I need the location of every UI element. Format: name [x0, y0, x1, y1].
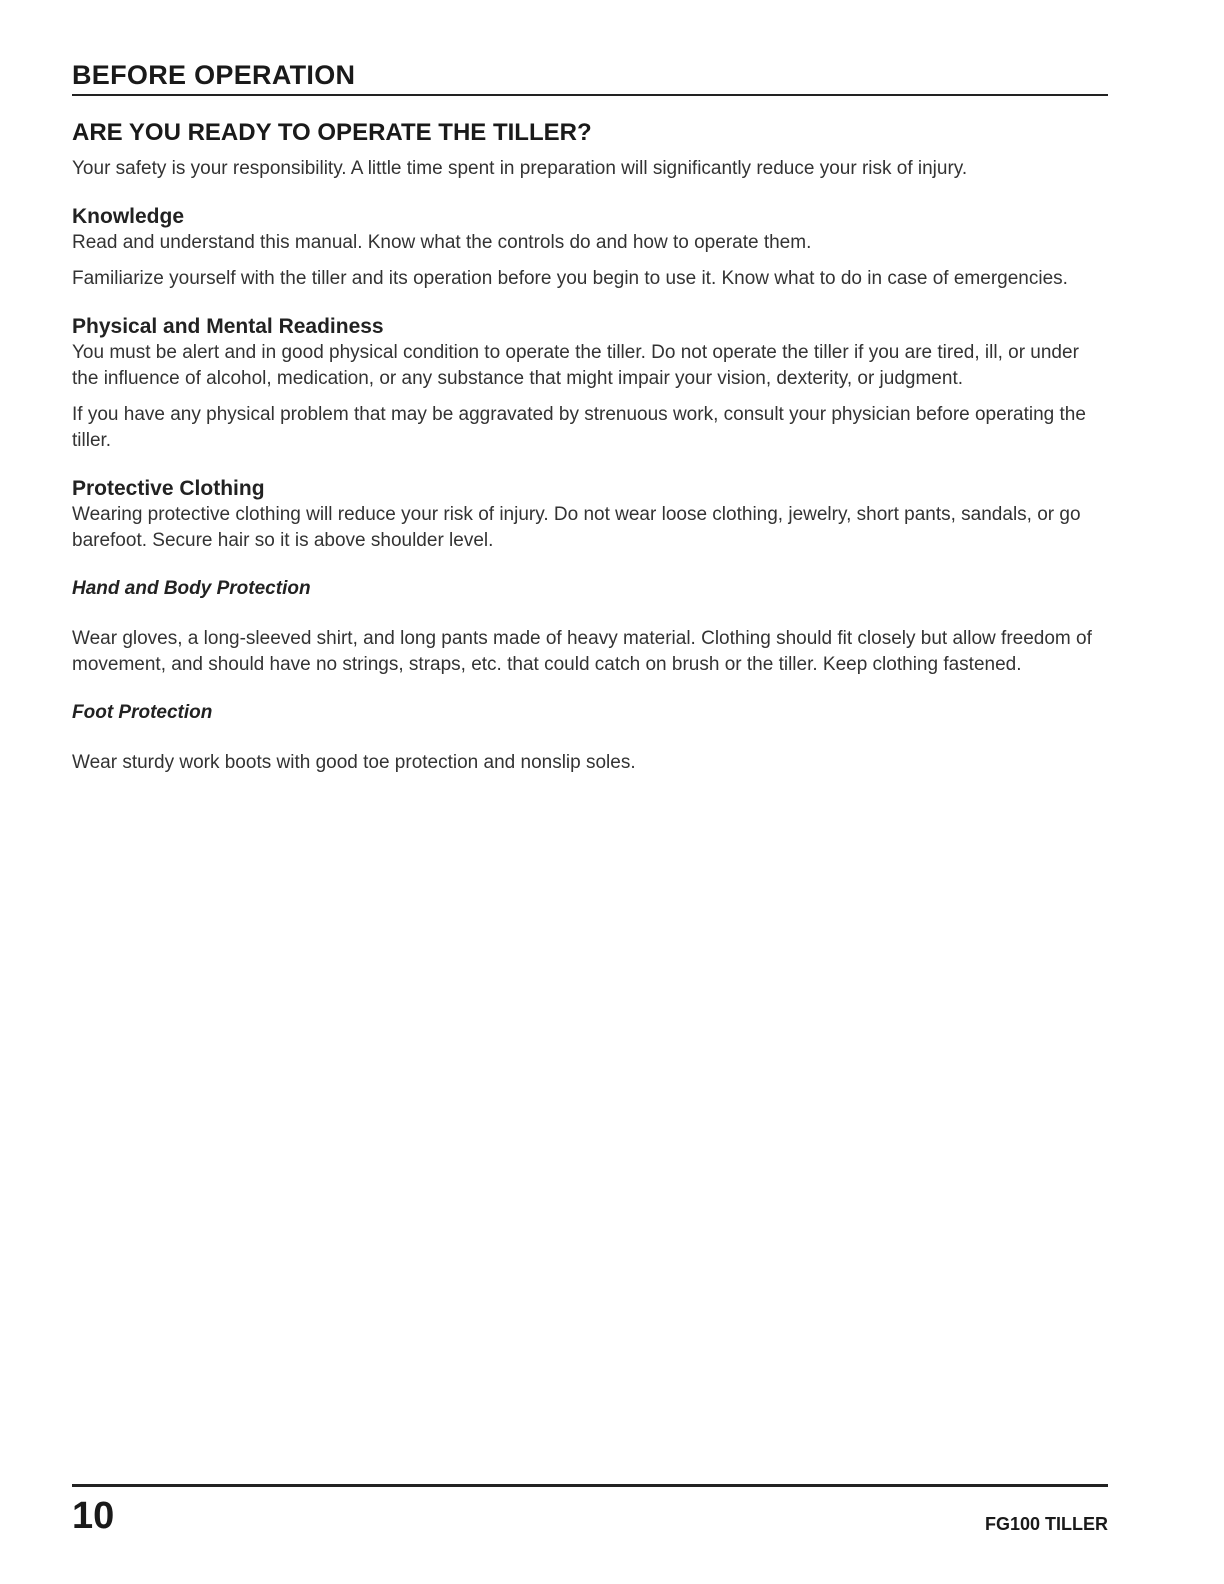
section-header [72, 58, 1108, 96]
clothing-section [72, 476, 1108, 776]
foot-paragraph: Wear sturdy work boots with good toe protection and nonslip soles. [72, 752, 636, 773]
hand-body-paragraph: Wear gloves, a long-sleeved shirt, and long pants made of heavy material. Clothing should fit closely but allow freedom of movement, and should have no strings, straps, etc. that could catch on brush or the tiller. Keep clothing fastened. [72, 628, 1092, 675]
clothing-heading: Protective Clothing [72, 477, 265, 500]
knowledge-paragraph-1: Read and understand this manual. Know what the controls do and how to operate them. [72, 232, 812, 253]
knowledge-heading: Knowledge [72, 205, 185, 228]
readiness-section [72, 314, 1108, 454]
manual-page [72, 0, 1108, 1584]
readiness-paragraph-1: You must be alert and in good physical condition to operate the tiller. Do not operate the tiller if you are tired, ill, or under the influence of alcohol, medication, or any substance that might impair your vision, dexterity, or judgment. [72, 342, 1079, 389]
knowledge-section [72, 204, 1108, 292]
knowledge-paragraph-2: Familiarize yourself with the tiller and its operation before you begin to use it. Know what to do in case of emergencies. [72, 268, 1068, 289]
readiness-paragraph-2: If you have any physical problem that may be aggravated by strenuous work, consult your physician before operating the tiller. [72, 404, 1086, 451]
page-content [72, 118, 1108, 776]
section-title: BEFORE OPERATION [72, 60, 356, 90]
readiness-heading: Physical and Mental Readiness [72, 315, 384, 338]
main-heading: ARE YOU READY TO OPERATE THE TILLER? [72, 119, 592, 146]
footer-title: FG100 TILLER [984, 1514, 1108, 1534]
intro-paragraph: Your safety is your responsibility. A little time spent in preparation will significantly reduce your risk of injury. [72, 158, 968, 179]
footer-rule [72, 1484, 1108, 1487]
foot-heading: Foot Protection [72, 702, 213, 723]
clothing-paragraph: Wearing protective clothing will reduce your risk of injury. Do not wear loose clothing, jewelry, short pants, sandals, or go barefoot. Secure hair so it is above shoulder level. [72, 504, 1081, 551]
hand-body-heading: Hand and Body Protection [72, 578, 311, 599]
page-number: 10 [72, 1495, 115, 1537]
